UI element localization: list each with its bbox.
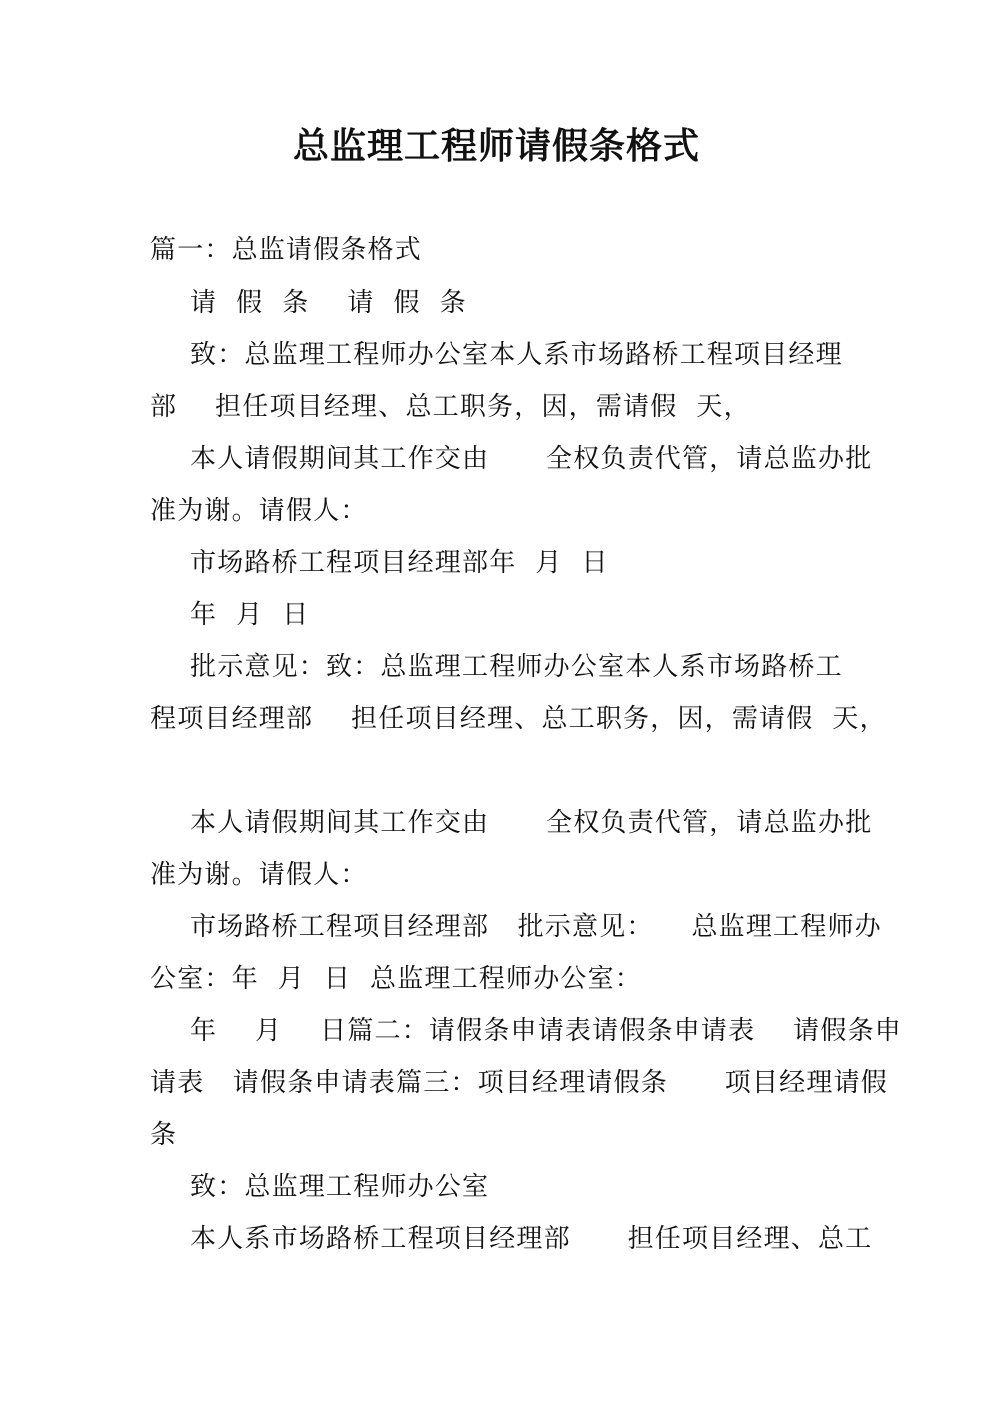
- text-line: 批示意见：致：总监理工程师办公室本人系市场路桥工: [190, 652, 843, 682]
- document-title: 总监理工程师请假条格式: [292, 125, 700, 167]
- text-line: 公室：年 月 日 总监理工程师办公室：: [150, 964, 642, 994]
- text-line: 请 假 条 请 假 条: [190, 288, 467, 318]
- text-line: 本人系市场路桥工程项目经理部 担任项目经理、总工: [190, 1224, 873, 1254]
- text-line: 市场路桥工程项目经理部 批示意见： 总监理工程师办: [190, 912, 882, 942]
- text-line: 市场路桥工程项目经理部年 月 日: [190, 548, 609, 578]
- text-line: 部 担任项目经理、总工职务，因，需请假 天，: [150, 392, 751, 422]
- text-line: 年 月 日: [190, 600, 310, 630]
- text-line: 程项目经理部 担任项目经理、总工职务，因，需请假 天，: [150, 704, 887, 734]
- text-line: 年 月 日篇二：请假条申请表请假条申请表 请假条申: [190, 1016, 902, 1046]
- text-line: 致：总监理工程师办公室: [190, 1172, 490, 1202]
- text-line: 准为谢。请假人：: [150, 496, 368, 526]
- text-line: 本人请假期间其工作交由 全权负责代管，请总监办批: [190, 444, 873, 474]
- text-line: 准为谢。请假人：: [150, 860, 368, 890]
- text-line: 条: [150, 1120, 178, 1150]
- text-line: 致：总监理工程师办公室本人系市场路桥工程项目经理: [190, 340, 843, 370]
- text-line: 请表 请假条申请表篇三：项目经理请假条 项目经理请假: [150, 1068, 888, 1098]
- text-line: 篇一：总监请假条格式: [150, 235, 423, 265]
- text-line: 本人请假期间其工作交由 全权负责代管，请总监办批: [190, 808, 873, 838]
